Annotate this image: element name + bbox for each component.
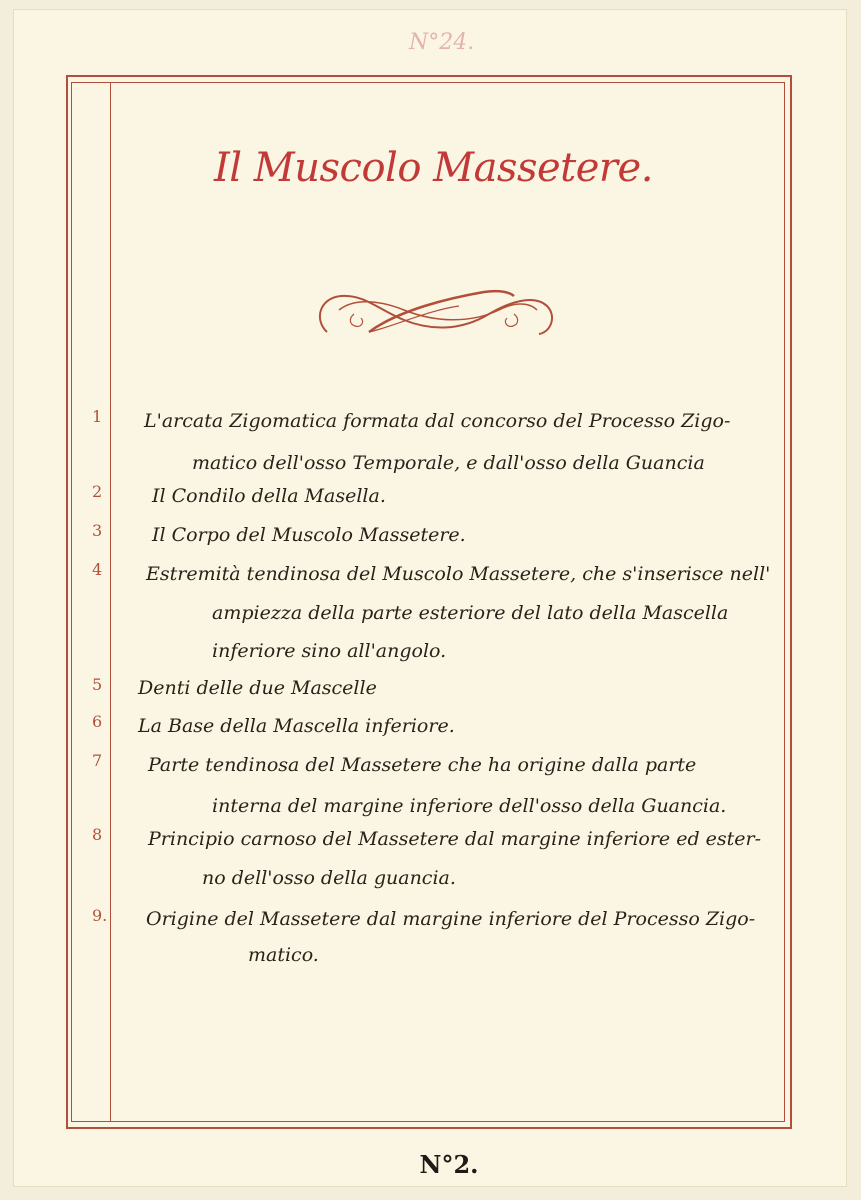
item-text-line: La Base della Mascella inferiore. — [138, 715, 455, 737]
left-margin-rule — [110, 82, 111, 1122]
item-text-line: Origine del Massetere dal margine inferiore del Processo Zigo- — [146, 908, 756, 930]
item-number: 2 — [92, 482, 103, 501]
item-text-line: Estremità tendinosa del Muscolo Massetere, che s'inserisce nell' — [146, 563, 771, 585]
page-title: Il Muscolo Massetere. — [214, 145, 653, 191]
top-page-mark: N°24. — [409, 30, 475, 55]
item-number: 6 — [92, 712, 103, 731]
item-text-line: Il Corpo del Muscolo Massetere. — [152, 524, 466, 546]
bottom-page-mark: N°2. — [419, 1150, 479, 1179]
item-text-line: matico. — [248, 944, 319, 966]
item-number: 4 — [92, 560, 103, 579]
item-text-line: ampiezza della parte esteriore del lato della Mascella — [212, 602, 729, 624]
item-number: 5 — [92, 675, 103, 694]
item-number: 7 — [92, 751, 103, 770]
item-text-line: L'arcata Zigomatica formata dal concorso del Processo Zigo- — [144, 410, 731, 432]
calligraphic-flourish — [309, 280, 559, 350]
item-text-line: no dell'osso della guancia. — [202, 867, 456, 889]
item-text-line: interna del margine inferiore dell'osso della Guancia. — [212, 795, 727, 817]
item-text-line: Denti delle due Mascelle — [138, 677, 377, 699]
manuscript-sheet — [14, 10, 846, 1186]
item-text-line: Parte tendinosa del Massetere che ha origine dalla parte — [148, 754, 697, 776]
item-text-line: inferiore sino all'angolo. — [212, 640, 447, 662]
item-number: 8 — [92, 825, 103, 844]
item-number: 3 — [92, 521, 103, 540]
item-text-line: Il Condilo della Masella. — [152, 485, 386, 507]
item-number: 1 — [92, 407, 103, 426]
item-text-line: Principio carnoso del Massetere dal margine inferiore ed ester- — [148, 828, 762, 850]
item-text-line: matico dell'osso Temporale, e dall'osso della Guancia — [192, 452, 705, 474]
item-number: 9. — [92, 906, 108, 925]
